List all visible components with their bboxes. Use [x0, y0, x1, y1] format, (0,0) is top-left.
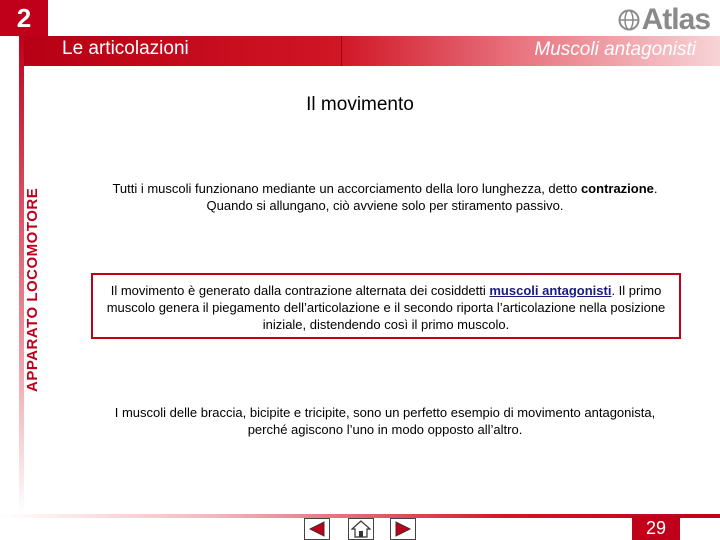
vertical-section-label: APPARATO LOCOMOTORE	[24, 187, 41, 392]
section-title: Le articolazioni	[62, 38, 189, 59]
next-button[interactable]	[390, 518, 416, 540]
chapter-number: 2	[16, 2, 32, 33]
header-divider	[341, 36, 342, 66]
keyword-contrazione: contrazione	[580, 181, 654, 196]
previous-button[interactable]	[304, 518, 330, 540]
link-muscoli-antagonisti[interactable]: muscoli antagonisti	[489, 283, 612, 298]
paragraph1-text-before: Tutti i muscoli funzionano mediante un accorciamento della loro lunghezza, detto	[112, 181, 581, 196]
chapter-number-badge	[0, 0, 48, 36]
logo-text: Atlas	[641, 3, 710, 36]
globe-icon	[618, 9, 640, 31]
paragraph-braccia: I muscoli delle braccia, bicipite e tricipite, sono un perfetto esempio di movimento antagonista, perché agiscono l’uno in modo opposto all’altro.	[114, 405, 656, 437]
page-number: 29	[645, 517, 667, 538]
page-number-badge	[632, 516, 680, 540]
home-button[interactable]	[348, 518, 374, 540]
paragraph2-text-after: . Il primo muscolo genera il piegamento dell’articolazione e il secondo riporta l’articolazione nella posizione iniziale, distendendo così il primo muscolo.	[106, 283, 666, 332]
previous-arrow-icon	[308, 521, 326, 537]
subsection-title: Muscoli antagonisti	[534, 39, 696, 60]
next-arrow-icon	[394, 521, 412, 537]
atlas-logo	[618, 4, 710, 36]
slide-title: Il movimento	[306, 94, 414, 115]
home-icon	[351, 520, 371, 538]
highlighted-paragraph-box	[91, 273, 681, 339]
paragraph1-text-after: . Quando si allungano, ciò avviene solo per stiramento passivo.	[206, 181, 658, 213]
paragraph2-text-before: Il movimento è generato dalla contrazione alternata dei cosiddetti	[110, 283, 490, 298]
paragraph-contrazione	[110, 180, 660, 214]
